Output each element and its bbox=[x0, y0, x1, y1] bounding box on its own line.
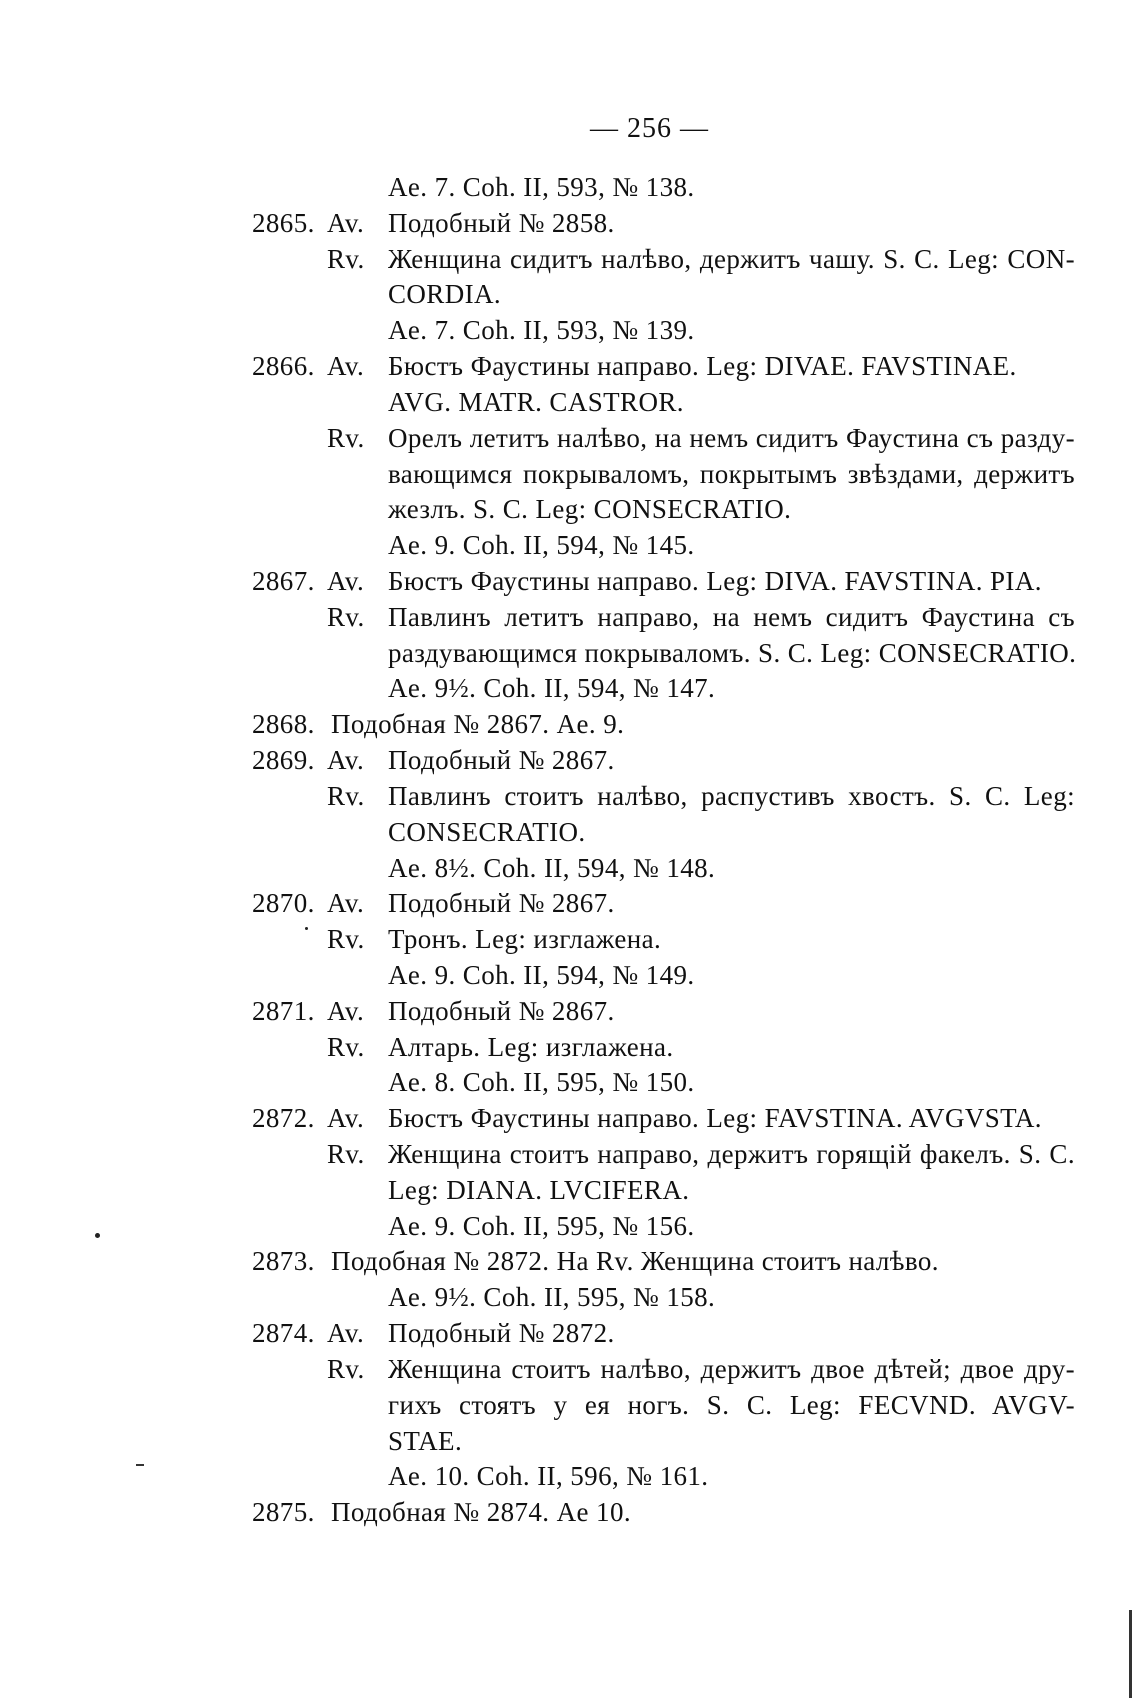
text-line: Подобная № 2872. На Rv. Женщина стоитъ налѣво. bbox=[331, 1246, 939, 1276]
side-label: Rv. bbox=[327, 602, 365, 632]
text-line: Тронъ. Leg: изглажена. bbox=[388, 924, 662, 954]
side-label: Av. bbox=[327, 996, 365, 1026]
side-label: Av. bbox=[327, 745, 365, 775]
text-line: Алтарь. Leg: изглажена. bbox=[388, 1032, 674, 1062]
text-line: раздувающимся покрываломъ. S. C. Leg: CONSECRATIO. bbox=[388, 638, 1077, 668]
side-label: Av. bbox=[327, 888, 365, 918]
side-label: Rv. bbox=[327, 781, 365, 811]
entry-number: 2870. bbox=[252, 888, 315, 918]
scan-speck bbox=[1129, 1610, 1132, 1698]
text-line: Бюстъ Фаустины направо. Leg: DIVA. FAVSTINA. PIA. bbox=[388, 566, 1042, 596]
side-label: Rv. bbox=[327, 1032, 365, 1062]
side-label: Rv. bbox=[327, 1139, 365, 1169]
entry-number: 2868. bbox=[252, 709, 315, 739]
side-label: Av. bbox=[327, 208, 365, 238]
text-line: Leg: DIANA. LVCIFERA. bbox=[388, 1175, 690, 1205]
side-label: Rv. bbox=[327, 1354, 365, 1384]
text-line: Женщина сидитъ налѣво, держитъ чашу. S. C. Leg: CON- bbox=[388, 244, 1075, 274]
text-line: Женщина стоитъ направо, держитъ горящій факелъ. S. C. bbox=[388, 1139, 1075, 1169]
side-label: Av. bbox=[327, 351, 365, 381]
text-line: Ae. 8. Coh. II, 595, № 150. bbox=[388, 1067, 695, 1097]
text-line: Ae. 9. Coh. II, 594, № 149. bbox=[388, 960, 695, 990]
text-line: Ae. 9. Coh. II, 595, № 156. bbox=[388, 1211, 695, 1241]
entry-number: 2869. bbox=[252, 745, 315, 775]
text-line: CONSECRATIO. bbox=[388, 817, 586, 847]
text-line: Бюстъ Фаустины направо. Leg: DIVAE. FAVSTINAE. bbox=[388, 351, 1017, 381]
side-label: Rv. bbox=[327, 244, 365, 274]
side-label: Rv. bbox=[327, 924, 365, 954]
entry-number: 2873. bbox=[252, 1246, 315, 1276]
text-line: Ae. 7. Coh. II, 593, № 139. bbox=[388, 315, 695, 345]
entry-number: 2866. bbox=[252, 351, 315, 381]
text-line: гихъ стоятъ у ея ногъ. S. C. Leg: FECVND. AVGV- bbox=[388, 1390, 1075, 1420]
side-label: Rv. bbox=[327, 423, 365, 453]
text-line: жезлъ. S. C. Leg: CONSECRATIO. bbox=[388, 494, 792, 524]
scan-speck bbox=[95, 1233, 100, 1238]
text-line: STAE. bbox=[388, 1426, 463, 1456]
text-line: Ae. 9½. Coh. II, 595, № 158. bbox=[388, 1282, 716, 1312]
text-line: Ae. 8½. Coh. II, 594, № 148. bbox=[388, 853, 716, 883]
page-number: — 256 — bbox=[590, 113, 709, 144]
side-label: Av. bbox=[327, 1103, 365, 1133]
entry-number: 2872. bbox=[252, 1103, 315, 1133]
entry-number: 2867. bbox=[252, 566, 315, 596]
text-line: Орелъ летитъ налѣво, на немъ сидитъ Фаустина съ разду- bbox=[388, 423, 1075, 453]
text-line: Подобная № 2874. Ae 10. bbox=[331, 1497, 631, 1527]
text-line: Подобный № 2867. bbox=[388, 888, 615, 918]
entry-number: 2874. bbox=[252, 1318, 315, 1348]
entry-number: 2875. bbox=[252, 1497, 315, 1527]
entry-number: 2871. bbox=[252, 996, 315, 1026]
text-line: Павлинъ стоитъ налѣво, распустивъ хвостъ. S. C. Leg: bbox=[388, 781, 1075, 811]
text-line: Подобный № 2872. bbox=[388, 1318, 615, 1348]
text-line: Подобный № 2867. bbox=[388, 745, 615, 775]
text-line: Женщина стоитъ налѣво, держитъ двое дѣтей; двое дру- bbox=[388, 1354, 1075, 1384]
text-line: Подобная № 2867. Ae. 9. bbox=[331, 709, 625, 739]
entry-number: 2865. bbox=[252, 208, 315, 238]
text-line: Ae. 9. Coh. II, 594, № 145. bbox=[388, 530, 695, 560]
text-line: Бюстъ Фаустины направо. Leg: FAVSTINA. AVGVSTA. bbox=[388, 1103, 1042, 1133]
scan-speck bbox=[305, 927, 308, 930]
text-line: Ae. 10. Coh. II, 596, № 161. bbox=[388, 1461, 709, 1491]
text-line: Ae. 7. Coh. II, 593, № 138. bbox=[388, 172, 695, 202]
text-line: Ae. 9½. Coh. II, 594, № 147. bbox=[388, 673, 716, 703]
side-label: Av. bbox=[327, 1318, 365, 1348]
text-line: Подобный № 2867. bbox=[388, 996, 615, 1026]
text-line: Павлинъ летитъ направо, на немъ сидитъ Фаустина съ bbox=[388, 602, 1075, 632]
text-line: вающимся покрываломъ, покрытымъ звѣздами, держитъ bbox=[388, 459, 1075, 489]
text-line: Подобный № 2858. bbox=[388, 208, 615, 238]
side-label: Av. bbox=[327, 566, 365, 596]
text-line: AVG. MATR. CASTROR. bbox=[388, 387, 684, 417]
scan-speck bbox=[136, 1464, 144, 1466]
text-line: CORDIA. bbox=[388, 279, 502, 309]
